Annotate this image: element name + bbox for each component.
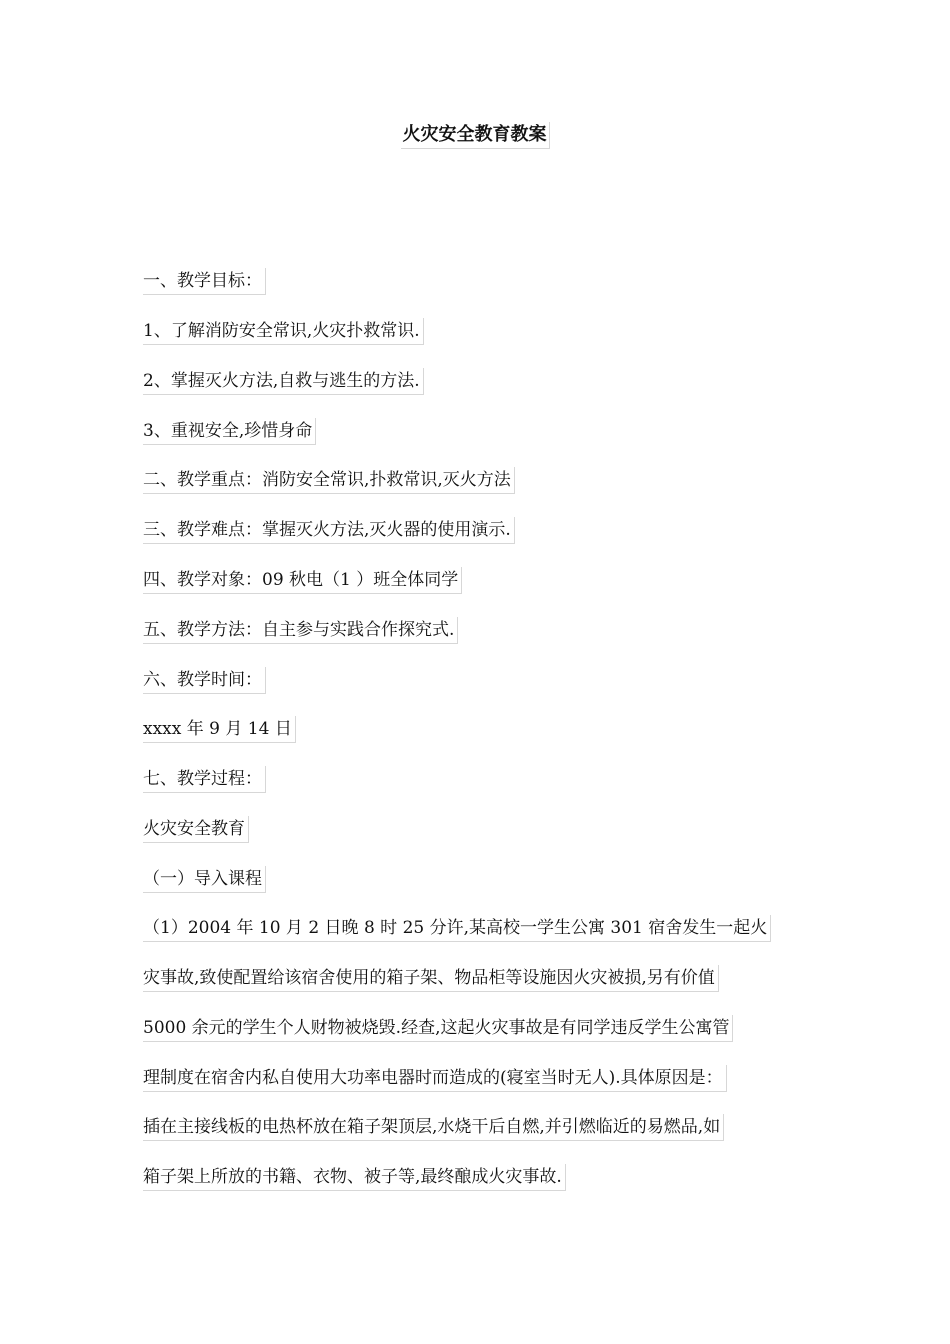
case-paragraph-line: 插在主接线板的电热杯放在箱子架顶层,水烧干后自燃,并引燃临近的易燃品,如 <box>143 1114 724 1141</box>
section-method: 五、教学方法：自主参与实践合作探究式. <box>143 617 458 644</box>
objective-item-2: 2、掌握灭火方法,自救与逃生的方法. <box>143 368 424 395</box>
lesson-title: 火灾安全教育 <box>143 816 249 843</box>
document-title-block <box>0 122 950 149</box>
case-paragraph-line: 5000 余元的学生个人财物被烧毁.经查,这起火灾事故是有同学违反学生公寓管 <box>143 1015 733 1042</box>
objective-item-3: 3、重视安全,珍惜身命 <box>143 418 316 445</box>
section-objectives-heading: 一、教学目标： <box>143 268 266 295</box>
section-key-points: 二、教学重点：消防安全常识,扑救常识,灭火方法 <box>143 467 515 494</box>
case-paragraph-line: 灾事故,致使配置给该宿舍使用的箱子架、物品柜等设施因火灾被损,另有价值 <box>143 965 719 992</box>
section-time-heading: 六、教学时间： <box>143 667 266 694</box>
case-paragraph-line: （1）2004 年 10 月 2 日晚 8 时 25 分许,某高校一学生公寓 301 宿舍发生一起火 <box>143 915 771 942</box>
case-paragraph-line: 箱子架上所放的书籍、衣物、被子等,最终酿成火灾事故. <box>143 1164 566 1191</box>
section-audience: 四、教学对象：09 秋电（1 ）班全体同学 <box>143 567 462 594</box>
document-title: 火灾安全教育教案 <box>401 122 550 149</box>
section-time-date: xxxx 年 9 月 14 日 <box>143 716 296 743</box>
case-paragraph-line: 理制度在宿舍内私自使用大功率电器时而造成的(寝室当时无人).具体原因是： <box>143 1065 727 1092</box>
lesson-intro-heading: （一）导入课程 <box>143 866 266 893</box>
objective-item-1: 1、了解消防安全常识,火灾扑救常识. <box>143 318 424 345</box>
section-process-heading: 七、教学过程： <box>143 766 266 793</box>
section-difficulties: 三、教学难点：掌握灭火方法,灭火器的使用演示. <box>143 517 515 544</box>
